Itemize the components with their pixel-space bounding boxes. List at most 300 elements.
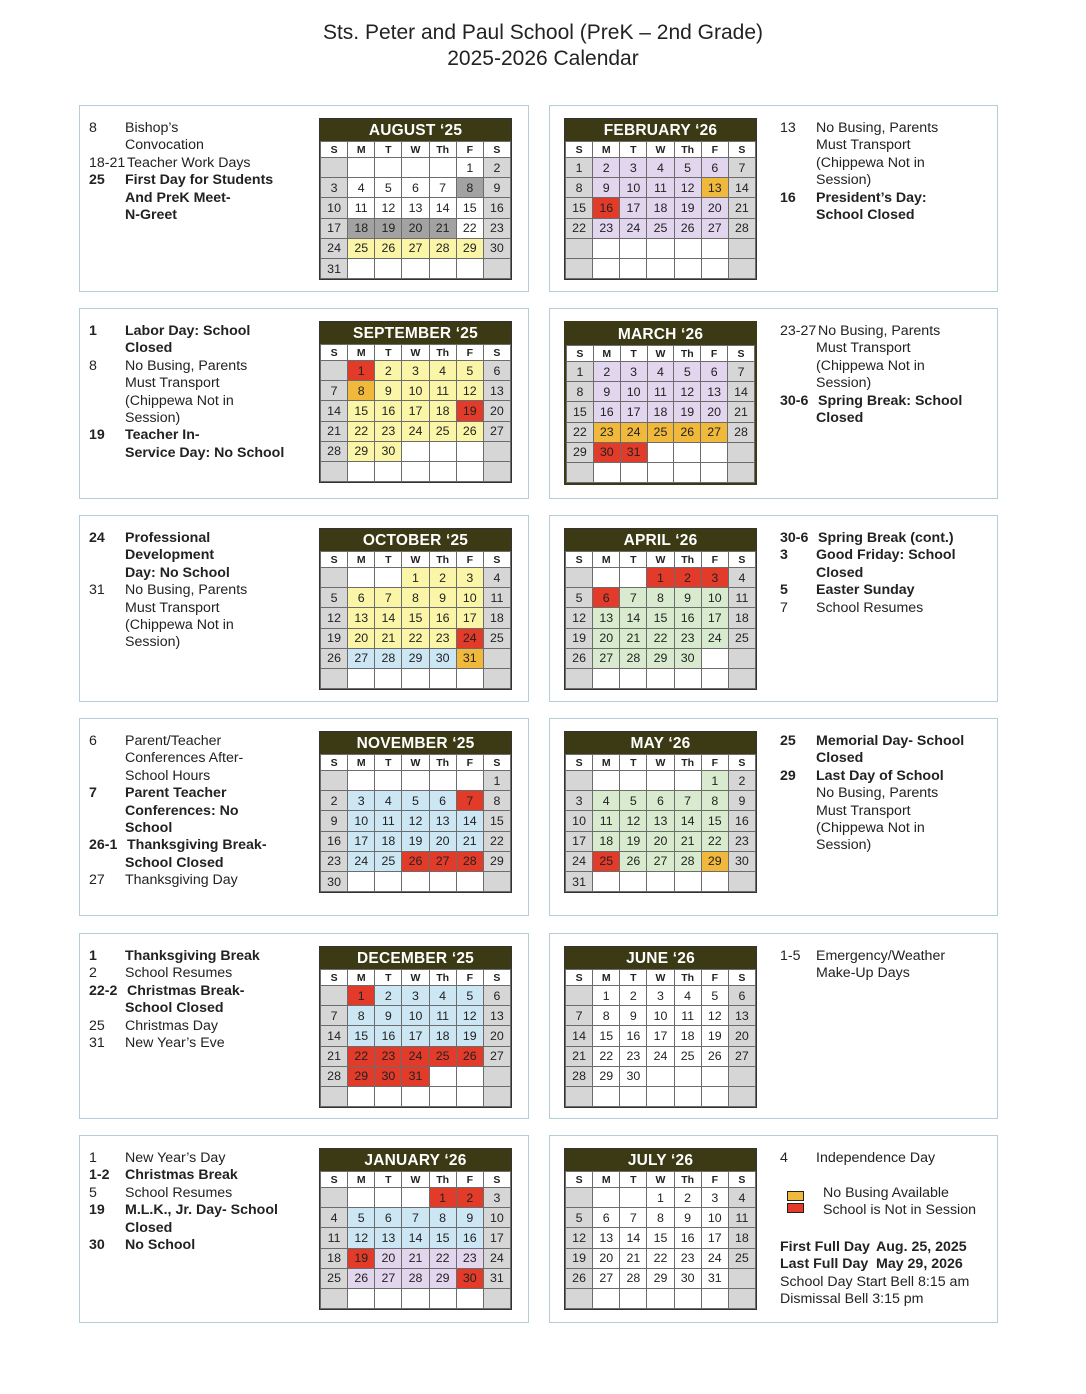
- day-cell: 30: [593, 442, 620, 462]
- day-cell: [647, 771, 674, 791]
- week-row: [321, 1046, 511, 1066]
- week-row: [321, 831, 511, 851]
- event-note-row: [89, 600, 289, 617]
- week-row: [566, 831, 756, 851]
- day-cell: 1: [402, 568, 429, 588]
- event-date: 1: [89, 948, 97, 964]
- event-note-row: [89, 872, 289, 889]
- day-cell: 9: [620, 1006, 647, 1026]
- day-cell: 11: [647, 382, 674, 402]
- day-cell: 19: [566, 628, 593, 648]
- day-cell: [402, 871, 429, 891]
- day-cell: 22: [567, 422, 594, 442]
- day-cell: 2: [728, 771, 755, 791]
- day-cell: 8: [593, 1006, 620, 1026]
- day-cell: 7: [620, 1208, 647, 1228]
- event-date: 5: [89, 1184, 97, 1201]
- day-cell: [348, 258, 375, 278]
- day-cell: 28: [620, 1268, 647, 1288]
- day-cell: [429, 258, 456, 278]
- event-text: No Busing, Parents: [818, 323, 941, 339]
- day-cell: 17: [321, 218, 348, 238]
- day-cell: 24: [620, 218, 647, 238]
- day-cell: [728, 648, 755, 668]
- event-text: (Chippewa Not in: [816, 820, 925, 837]
- day-cell: 1: [701, 771, 728, 791]
- day-cell: [566, 1288, 593, 1308]
- day-cell: 4: [429, 986, 456, 1006]
- event-date: 30-6: [780, 530, 809, 546]
- day-cell: 11: [674, 1006, 701, 1026]
- day-cell: 5: [456, 986, 483, 1006]
- day-cell: 24: [321, 238, 348, 258]
- day-cell: [567, 462, 594, 482]
- day-cell: 20: [483, 1026, 510, 1046]
- day-cell: 13: [483, 1006, 510, 1026]
- day-cell: 19: [456, 1026, 483, 1046]
- day-cell: [566, 668, 593, 688]
- day-cell: [375, 158, 402, 178]
- weekday-label: Th: [674, 552, 701, 568]
- weekday-label: T: [375, 1172, 402, 1188]
- event-text: School Closed: [125, 854, 224, 871]
- weekday-header-row: [566, 970, 756, 986]
- event-date: [780, 155, 816, 172]
- day-cell: 3: [402, 361, 429, 381]
- event-notes: [89, 948, 289, 1052]
- day-cell: [483, 258, 510, 278]
- day-cell: [701, 1288, 728, 1308]
- week-row: [567, 362, 755, 382]
- weekday-label: S: [728, 346, 755, 362]
- day-cell: 18: [647, 402, 674, 422]
- event-text: School Hours: [125, 767, 211, 784]
- day-cell: 27: [593, 1268, 620, 1288]
- day-cell: [429, 1066, 456, 1086]
- day-cell: 18: [321, 1248, 348, 1268]
- week-row: [566, 1026, 756, 1046]
- event-text: Day: No School: [125, 564, 230, 581]
- day-cell: 27: [375, 1268, 402, 1288]
- event-date: [780, 965, 816, 982]
- week-row: [321, 178, 511, 198]
- day-cell: 2: [620, 986, 647, 1006]
- day-cell: 5: [674, 158, 701, 178]
- event-note-row: [780, 155, 995, 172]
- day-cell: [321, 1288, 348, 1308]
- weekday-label: S: [483, 1172, 510, 1188]
- legend-not-in-session: School is Not in Session: [823, 1202, 976, 1219]
- day-cell: 24: [701, 1248, 728, 1268]
- event-date: [780, 820, 816, 837]
- day-cell: 19: [566, 1248, 593, 1268]
- day-cell: 4: [593, 791, 620, 811]
- week-row: [566, 628, 756, 648]
- day-cell: 12: [321, 608, 348, 628]
- event-note-row: [89, 1000, 289, 1017]
- day-cell: 21: [620, 628, 647, 648]
- day-cell: 29: [456, 238, 483, 258]
- day-cell: 1: [429, 1188, 456, 1208]
- day-cell: [566, 568, 593, 588]
- day-cell: 27: [728, 1046, 755, 1066]
- week-row: [321, 1026, 511, 1046]
- week-row: [566, 648, 756, 668]
- day-cell: [348, 461, 375, 481]
- day-cell: 19: [620, 831, 647, 851]
- school-title: Sts. Peter and Paul School (PreK – 2nd Grade): [322, 21, 764, 44]
- day-cell: 23: [429, 628, 456, 648]
- event-date: [89, 410, 125, 427]
- day-cell: 13: [728, 1006, 755, 1026]
- event-text: Session): [816, 375, 872, 392]
- day-cell: 1: [348, 361, 375, 381]
- month-calendar: [319, 731, 512, 893]
- event-text: Thanksgiving Break: [125, 948, 260, 964]
- event-date: [780, 340, 816, 357]
- day-cell: [701, 462, 728, 482]
- day-cell: [402, 771, 429, 791]
- day-cell: 11: [647, 178, 674, 198]
- day-cell: 28: [429, 238, 456, 258]
- weekday-label: W: [647, 552, 674, 568]
- day-cell: 14: [321, 401, 348, 421]
- event-date: [780, 375, 816, 392]
- day-cell: [429, 441, 456, 461]
- event-note-row: [89, 172, 289, 189]
- day-cell: 24: [483, 1248, 510, 1268]
- weekday-label: Th: [429, 142, 456, 158]
- week-row: [566, 588, 756, 608]
- day-cell: [429, 1086, 456, 1106]
- day-cell: 1: [593, 986, 620, 1006]
- event-date: [89, 634, 125, 651]
- day-cell: 7: [566, 1006, 593, 1026]
- day-cell: 22: [348, 421, 375, 441]
- weekday-label: F: [456, 552, 483, 568]
- day-cell: 19: [674, 198, 701, 218]
- week-row: [321, 668, 511, 688]
- weekday-label: Th: [429, 345, 456, 361]
- day-cell: [456, 871, 483, 891]
- day-cell: [728, 442, 755, 462]
- day-cell: 23: [620, 1046, 647, 1066]
- event-note-row: [780, 547, 995, 564]
- event-note-row: [780, 172, 995, 189]
- event-text: Spring Break (cont.): [818, 530, 954, 546]
- day-cell: 19: [456, 401, 483, 421]
- day-cell: 16: [593, 402, 620, 422]
- day-cell: 23: [321, 851, 348, 871]
- day-cell: 21: [375, 628, 402, 648]
- day-cell: 14: [620, 608, 647, 628]
- day-cell: 14: [566, 1026, 593, 1046]
- event-date: [89, 565, 125, 582]
- event-text: (Chippewa Not in: [816, 154, 925, 171]
- event-text: Service Day: No School: [125, 444, 285, 461]
- day-cell: 19: [375, 218, 402, 238]
- last-full-day-label: Last Full Day: [780, 1256, 869, 1273]
- event-date: [89, 768, 125, 785]
- weekday-label: F: [456, 1172, 483, 1188]
- week-row: [321, 791, 511, 811]
- week-row: [566, 1066, 756, 1086]
- month-title: AUGUST ‘25: [320, 119, 511, 141]
- week-row: [321, 461, 511, 481]
- day-cell: [566, 258, 593, 278]
- event-text: Session): [125, 410, 181, 427]
- day-cell: 18: [728, 608, 755, 628]
- day-cell: 6: [701, 158, 728, 178]
- day-cell: [620, 668, 647, 688]
- event-text: New Year’s Day: [125, 1150, 226, 1166]
- day-cell: [566, 771, 593, 791]
- event-text: (Chippewa Not in: [125, 617, 234, 634]
- day-cell: 27: [429, 851, 456, 871]
- weekday-label: S: [321, 970, 348, 986]
- day-cell: 9: [728, 791, 755, 811]
- day-cell: [483, 871, 510, 891]
- day-cell: [456, 771, 483, 791]
- day-cell: 30: [321, 871, 348, 891]
- event-note-row: [780, 785, 995, 802]
- day-cell: 5: [375, 178, 402, 198]
- day-cell: [321, 1086, 348, 1106]
- week-row: [566, 1228, 756, 1248]
- day-cell: 16: [429, 608, 456, 628]
- day-cell: [647, 1288, 674, 1308]
- week-row: [321, 1066, 511, 1086]
- week-row: [566, 1208, 756, 1228]
- event-note-row: [780, 820, 995, 837]
- event-text: Teacher Work Days: [127, 154, 251, 171]
- event-notes: [780, 530, 995, 617]
- week-row: [566, 1046, 756, 1066]
- event-text: New Year’s Eve: [125, 1035, 225, 1052]
- day-cell: 29: [348, 441, 375, 461]
- day-cell: 27: [402, 238, 429, 258]
- day-cell: 3: [402, 986, 429, 1006]
- day-cell: [483, 1066, 510, 1086]
- event-date: [89, 1000, 125, 1017]
- day-cell: [402, 1086, 429, 1106]
- week-row: [321, 1188, 511, 1208]
- weekday-header-row: [566, 142, 756, 158]
- day-cell: [593, 771, 620, 791]
- day-cell: [321, 158, 348, 178]
- day-cell: 19: [701, 1026, 728, 1046]
- event-date: 1: [89, 323, 97, 339]
- month-calendar: [564, 528, 757, 690]
- day-cell: 25: [674, 1046, 701, 1066]
- first-full-day: [780, 1239, 969, 1256]
- day-cell: 1: [348, 986, 375, 1006]
- day-cell: 10: [483, 1208, 510, 1228]
- event-text: Parent Teacher: [125, 785, 227, 802]
- day-cell: 6: [348, 588, 375, 608]
- event-text: Conferences After-: [125, 750, 244, 767]
- day-cell: [456, 461, 483, 481]
- day-cell: 8: [429, 1208, 456, 1228]
- event-text: Christmas Day: [125, 1017, 219, 1034]
- day-cell: 17: [566, 831, 593, 851]
- day-cell: 13: [402, 198, 429, 218]
- day-cell: [483, 1086, 510, 1106]
- weekday-label: S: [483, 345, 510, 361]
- event-note-row: [780, 207, 995, 224]
- day-cell: 5: [348, 1208, 375, 1228]
- week-row: [321, 811, 511, 831]
- day-cell: 10: [647, 1006, 674, 1026]
- event-text: Christmas Break: [125, 1167, 238, 1184]
- day-cell: 20: [701, 402, 728, 422]
- day-cell: [593, 1188, 620, 1208]
- day-cell: 3: [620, 158, 647, 178]
- last-full-day-value: May 29, 2026: [876, 1256, 963, 1273]
- day-cell: 28: [456, 851, 483, 871]
- weekday-label: Th: [674, 755, 701, 771]
- day-cell: 6: [701, 362, 728, 382]
- event-note-row: [89, 120, 289, 137]
- day-cell: 26: [402, 851, 429, 871]
- day-cell: 26: [375, 238, 402, 258]
- weekday-header-row: [321, 970, 511, 986]
- event-note-row: [780, 137, 995, 154]
- day-cell: 20: [483, 401, 510, 421]
- day-cell: 6: [483, 361, 510, 381]
- event-date: 13: [780, 120, 796, 136]
- event-text: N-Greet: [125, 207, 178, 224]
- day-cell: 30: [620, 1066, 647, 1086]
- day-cell: [674, 442, 701, 462]
- weekday-label: T: [620, 970, 647, 986]
- event-text: Parent/Teacher: [125, 733, 222, 749]
- event-note-row: [780, 768, 995, 785]
- event-note-row: [780, 965, 995, 982]
- day-cell: 25: [321, 1268, 348, 1288]
- day-cell: 18: [593, 831, 620, 851]
- event-note-row: [89, 855, 289, 872]
- weekday-label: W: [402, 755, 429, 771]
- month-grid: [565, 1171, 756, 1309]
- event-note-row: [780, 120, 995, 137]
- day-cell: 30: [674, 648, 701, 668]
- day-cell: 8: [348, 381, 375, 401]
- day-cell: [402, 668, 429, 688]
- event-date: 27: [89, 872, 105, 889]
- day-cell: 12: [620, 811, 647, 831]
- day-cell: [375, 258, 402, 278]
- event-note-row: [89, 965, 289, 982]
- weekday-label: T: [620, 1172, 647, 1188]
- day-cell: 17: [456, 608, 483, 628]
- event-notes: [89, 323, 289, 462]
- day-cell: 27: [701, 422, 728, 442]
- day-cell: [566, 1086, 593, 1106]
- event-notes: [89, 120, 289, 224]
- event-date: [89, 375, 125, 392]
- day-cell: 11: [375, 811, 402, 831]
- day-cell: 16: [674, 608, 701, 628]
- week-row: [321, 851, 511, 871]
- day-cell: 13: [593, 1228, 620, 1248]
- event-date: [89, 547, 125, 564]
- event-text: Christmas Break-: [127, 982, 245, 999]
- day-cell: 21: [728, 402, 755, 422]
- day-cell: [701, 648, 728, 668]
- event-note-row: [89, 820, 289, 837]
- day-cell: [348, 1188, 375, 1208]
- week-row: [321, 771, 511, 791]
- event-note-row: [89, 750, 289, 767]
- day-cell: 3: [566, 791, 593, 811]
- event-date: [780, 172, 816, 189]
- day-cell: 18: [429, 401, 456, 421]
- day-cell: 18: [348, 218, 375, 238]
- first-full-day-value: Aug. 25, 2025: [876, 1239, 967, 1255]
- day-cell: [674, 462, 701, 482]
- weekday-label: S: [728, 1172, 755, 1188]
- weekday-header-row: [566, 1172, 756, 1188]
- day-cell: 3: [321, 178, 348, 198]
- event-date: [89, 445, 125, 462]
- day-cell: 16: [483, 198, 510, 218]
- day-cell: 25: [728, 628, 755, 648]
- week-row: [566, 871, 756, 891]
- day-cell: [620, 258, 647, 278]
- event-text: No School: [125, 1237, 196, 1254]
- day-cell: 4: [728, 568, 755, 588]
- day-cell: 12: [456, 381, 483, 401]
- week-row: [321, 401, 511, 421]
- day-cell: 20: [647, 831, 674, 851]
- month-grid: [320, 969, 511, 1107]
- day-cell: 31: [701, 1268, 728, 1288]
- day-cell: 10: [402, 1006, 429, 1026]
- week-row: [566, 1288, 756, 1308]
- day-cell: 5: [456, 361, 483, 381]
- day-cell: 1: [566, 158, 593, 178]
- event-text: Easter Sunday: [816, 582, 915, 599]
- day-cell: [456, 1066, 483, 1086]
- event-note-row: [780, 375, 995, 392]
- day-cell: 24: [566, 851, 593, 871]
- day-cell: 11: [728, 1208, 755, 1228]
- weekday-header-row: [321, 345, 511, 361]
- day-cell: 12: [348, 1228, 375, 1248]
- day-cell: 9: [375, 381, 402, 401]
- day-cell: 19: [321, 628, 348, 648]
- event-note-row: [89, 948, 289, 965]
- event-date: 3: [780, 547, 788, 564]
- month-calendar: [319, 118, 512, 280]
- day-cell: 6: [593, 588, 620, 608]
- month-calendar: [319, 528, 512, 690]
- day-cell: 5: [620, 791, 647, 811]
- weekday-label: S: [566, 755, 593, 771]
- month-title: JUNE ‘26: [565, 947, 756, 969]
- day-cell: 4: [728, 1188, 755, 1208]
- weekday-label: T: [375, 755, 402, 771]
- day-cell: [593, 462, 620, 482]
- day-cell: 22: [483, 831, 510, 851]
- day-cell: [483, 461, 510, 481]
- month-grid: [565, 754, 756, 892]
- event-notes: [780, 948, 995, 983]
- weekday-label: M: [348, 345, 375, 361]
- event-note-row: [89, 617, 289, 634]
- day-cell: 2: [321, 791, 348, 811]
